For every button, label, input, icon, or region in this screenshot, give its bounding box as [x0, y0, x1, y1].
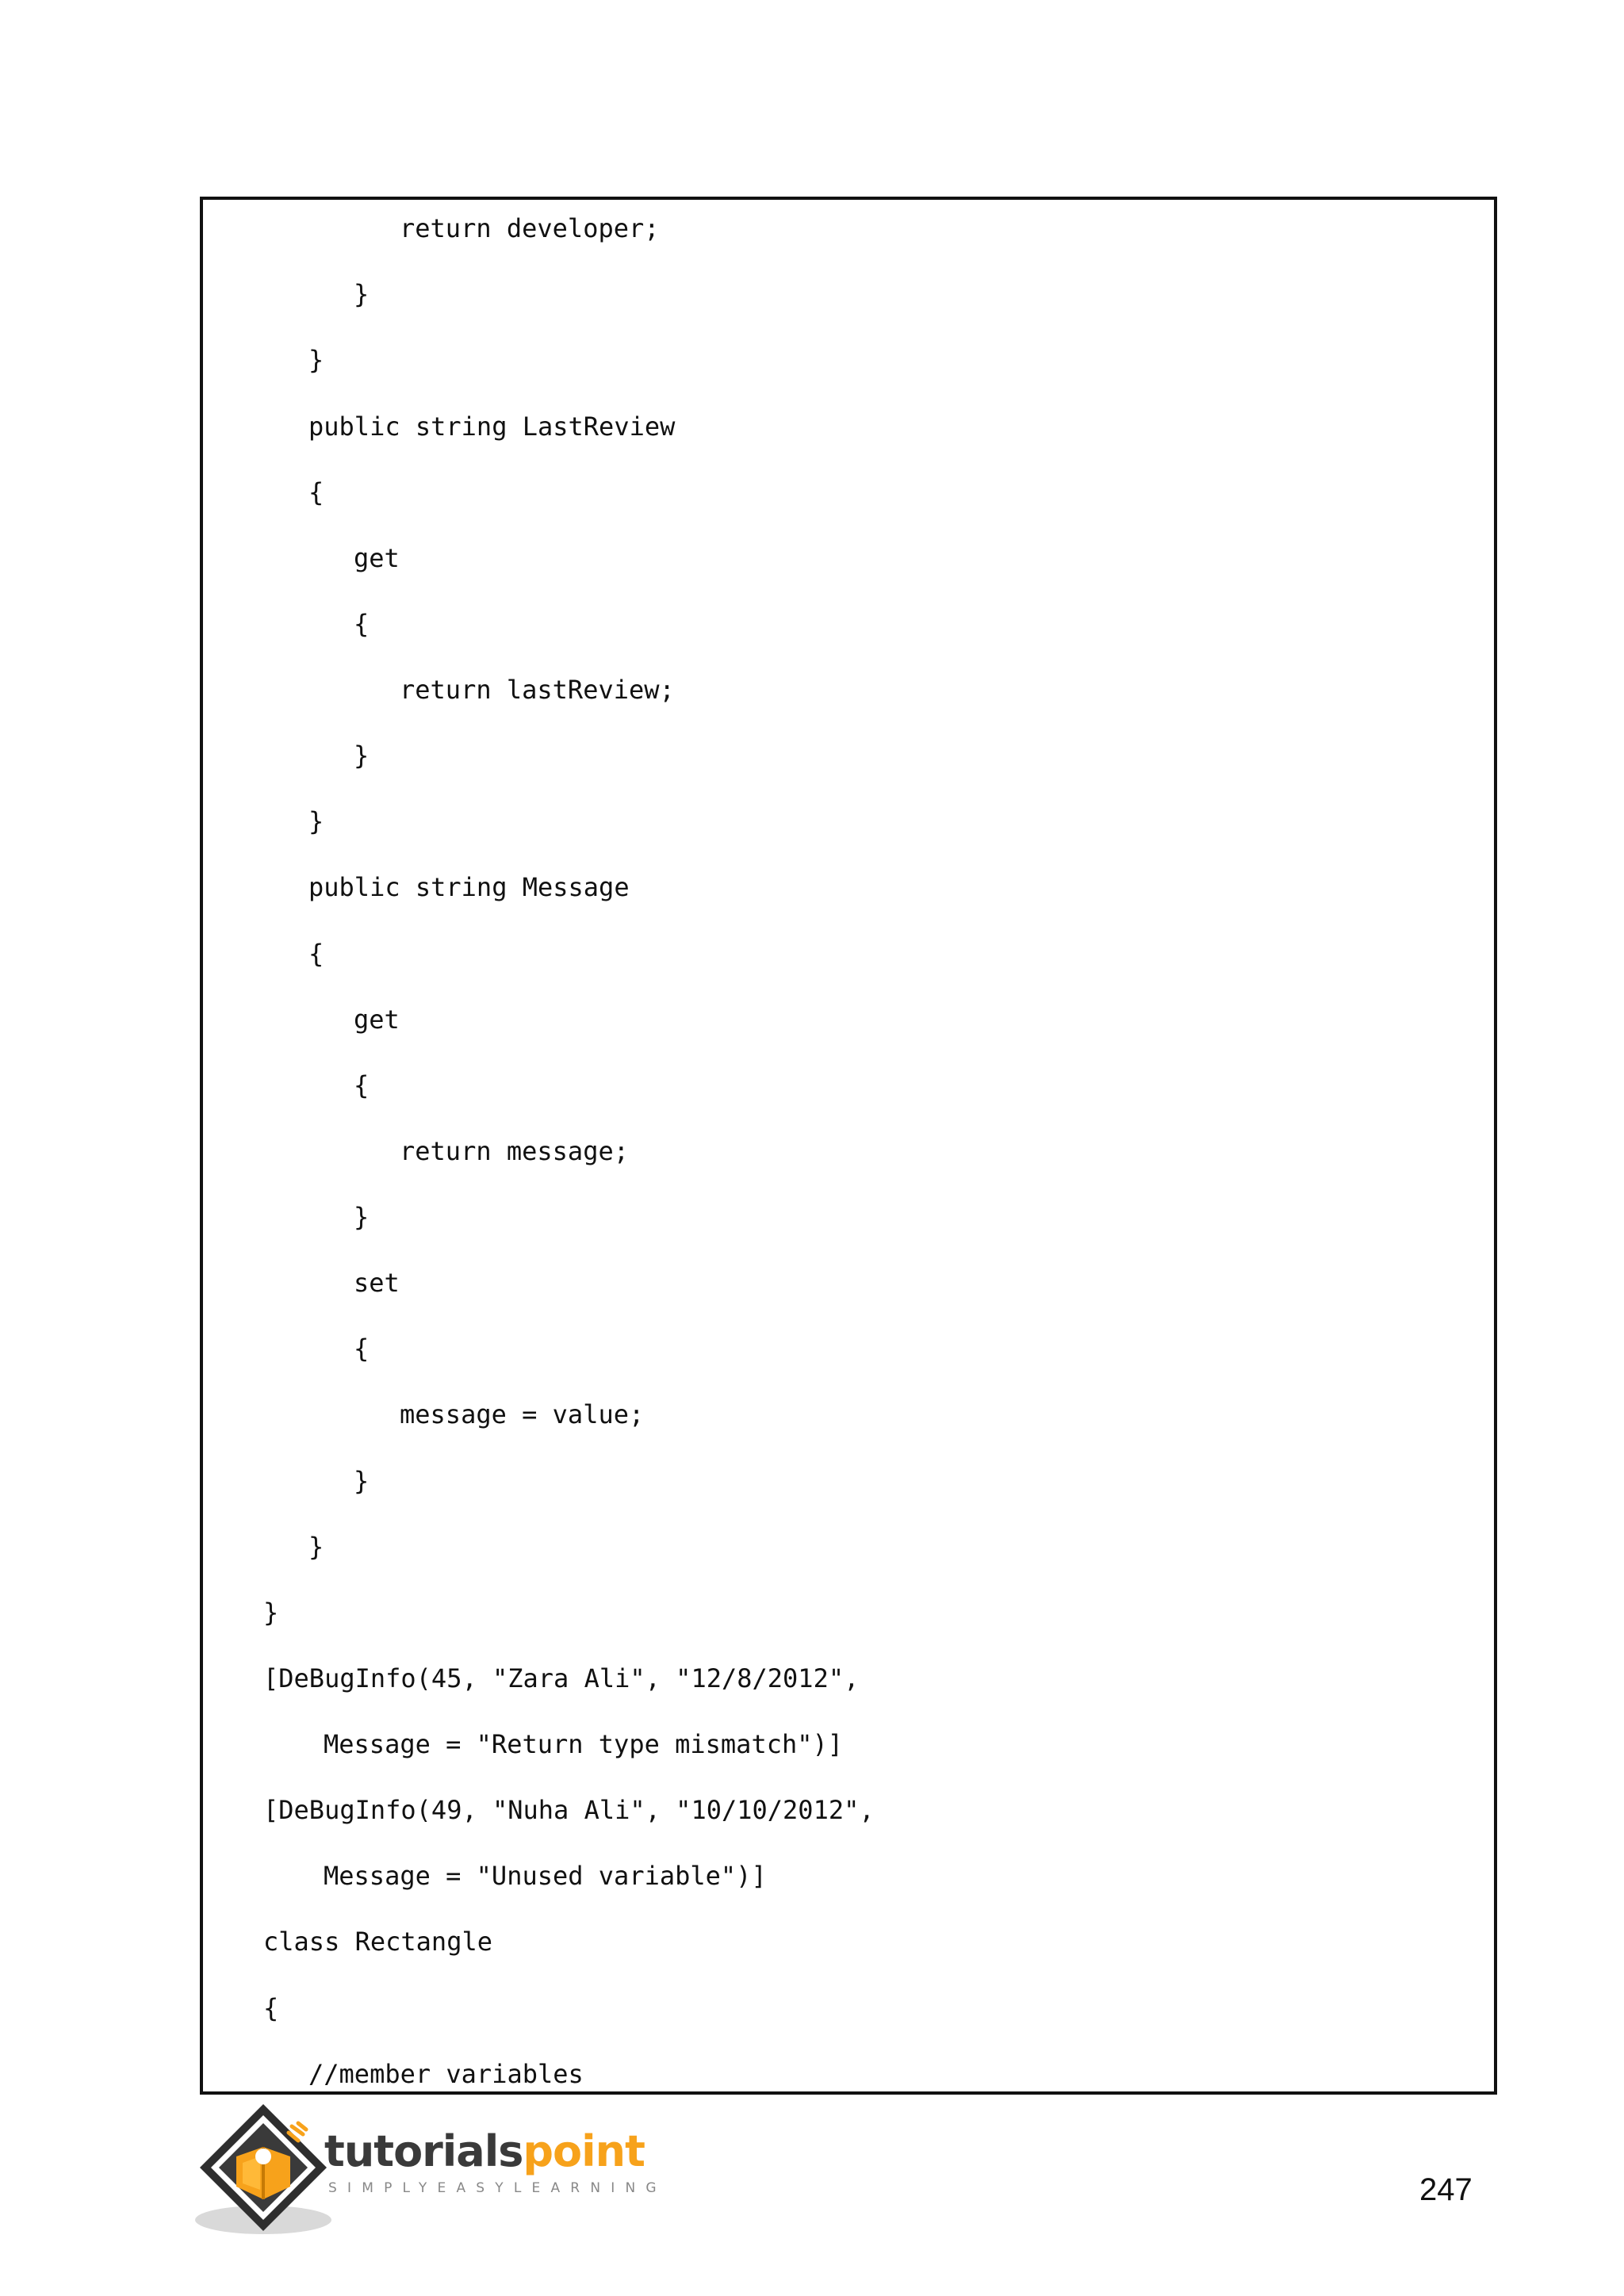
code-line: Message = "Return type mismatch")]: [324, 1729, 844, 1759]
code-line: {: [263, 1993, 279, 2023]
code-line: {: [308, 939, 324, 969]
code-line: {: [354, 1070, 370, 1100]
logo-emblem-icon: [193, 2101, 336, 2236]
code-line: }: [354, 1466, 370, 1496]
code-line: }: [308, 806, 324, 836]
code-line: return lastReview;: [400, 675, 675, 705]
code-line: get: [354, 543, 400, 573]
code-line: return developer;: [400, 213, 660, 243]
page-number: 247: [1419, 2172, 1473, 2207]
code-line: }: [263, 1598, 279, 1628]
code-line: get: [354, 1004, 400, 1035]
code-line: class Rectangle: [263, 1927, 492, 1957]
code-line: message = value;: [400, 1399, 645, 1429]
code-line: //member variables: [308, 2059, 584, 2089]
code-line: {: [354, 609, 370, 639]
code-listing-box: [200, 197, 1497, 2095]
code-line: [DeBugInfo(49, "Nuha Ali", "10/10/2012",: [263, 1795, 875, 1825]
code-line: }: [354, 1202, 370, 1232]
code-line: }: [354, 279, 370, 309]
code-line: {: [308, 477, 324, 507]
logo-wordmark: tutorialspoint: [324, 2126, 645, 2176]
code-line: }: [308, 1532, 324, 1562]
code-line: Message = "Unused variable")]: [324, 1861, 767, 1891]
code-line: }: [354, 740, 370, 771]
code-line: }: [308, 345, 324, 375]
code-line: [DeBugInfo(45, "Zara Ali", "12/8/2012",: [263, 1663, 860, 1693]
tutorialspoint-logo: [193, 2101, 667, 2236]
code-line: {: [354, 1334, 370, 1364]
code-line: public string Message: [308, 872, 630, 902]
code-line: return message;: [400, 1136, 629, 1166]
code-line: public string LastReview: [308, 411, 676, 442]
logo-tagline: SIMPLYEASYLEARNING: [328, 2180, 667, 2196]
code-line: set: [354, 1268, 400, 1298]
